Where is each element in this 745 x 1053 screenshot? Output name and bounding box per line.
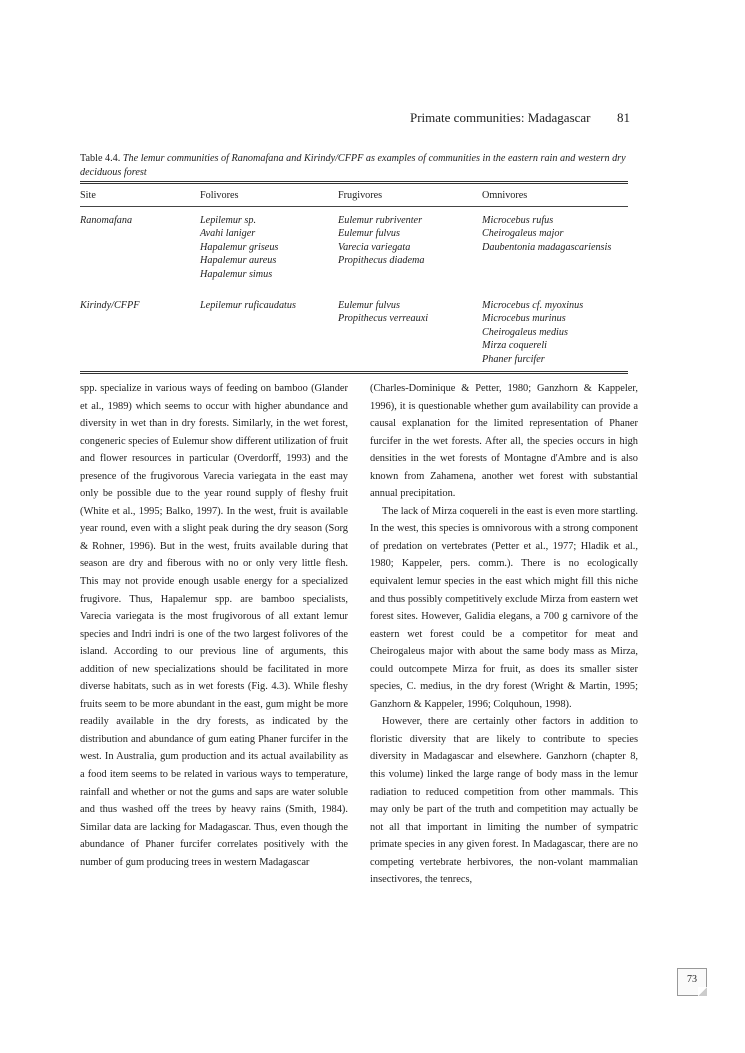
- species-name: Lepilemur sp.: [200, 215, 257, 226]
- left-text-column: [80, 380, 348, 871]
- species-name: Hapalemur aureus: [200, 255, 277, 267]
- running-title: Primate communities: Madagascar: [410, 110, 591, 125]
- species-name: Avahi laniger: [200, 228, 256, 240]
- species-name: Cheirogaleus medius: [482, 326, 568, 338]
- table-caption: [80, 152, 628, 180]
- species-name: Eulemur rubriventer: [338, 215, 423, 226]
- table-label: Table 4.4.: [80, 153, 121, 164]
- species-name: Propithecus verreauxi: [338, 313, 429, 325]
- page-number: 81: [617, 110, 630, 125]
- site-cell: Kirindy/CFPF: [80, 300, 140, 312]
- species-name: Phaner furcifer: [482, 353, 545, 365]
- species-name: Varecia variegata: [338, 241, 411, 253]
- header-omnivores: Omnivores: [482, 190, 528, 201]
- species-name: Eulemur fulvus: [338, 228, 400, 240]
- species-name: Propithecus diadema: [338, 255, 425, 267]
- omnivores-cell: [482, 207, 628, 282]
- running-header: [410, 110, 630, 126]
- table-row: [80, 207, 628, 282]
- omnivores-cell: [482, 281, 628, 373]
- species-name: Eulemur fulvus: [338, 300, 400, 312]
- species-name: Microcebus rufus: [482, 215, 554, 226]
- table-header-row: [80, 183, 628, 207]
- folivores-cell: [200, 281, 338, 373]
- site-cell: Ranomafana: [80, 215, 133, 226]
- body-paragraph: (Charles-Dominique & Petter, 1980; Ganzhorn & Kappeler, 1996), it is questionable whether gum availability can provide a causal explanation for the limited representation of Phaner furcifer in the wet forests. After all, the species occurs in high densities in the wet forests of Montagne d'Ambre and is also known from Zahamena, another wet forest with substantial annual precipitation.: [370, 383, 638, 500]
- body-paragraph: The lack of Mirza coquereli in the east is even more startling. In the west, this species is omnivorous with a strong component of predation on vertebrates (Petter et al., 1977; Hladik et al., 1980; Kappeler, pers. comm.). There is no ecologically equivalent lemur species in the east which might fill this niche and thus possibly competitively exclude Mirza from eastern wet forest sites. However, Galidia elegans, a 700 g carnivore of the eastern wet forest could be a competitor for meat and Cheirogaleus major with about the same body mass as Mirza, could outcompete Mirza for fruit, as does its smaller sister species, C. medius, in the dry forest (Wright & Martin, 1995; Ganzhorn & Kappeler, 1996; Colquhoun, 1998).: [370, 505, 638, 710]
- right-text-column: [370, 380, 638, 889]
- species-name: Cheirogaleus major: [482, 228, 564, 240]
- header-folivores: Folivores: [200, 190, 239, 201]
- species-name: Lepilemur ruficaudatus: [200, 300, 296, 312]
- body-paragraph: However, there are certainly other factors in addition to floristic diversity that are likely to contribute to species diversity in Madagascar and elsewhere. Ganzhorn (chapter 8, this volume) linked the large range of body mass in the lemur radiation to reduced competition from other mammals. This may only be part of the truth and competition may actually be not all that important in limiting the number of sympatric primate species in any given forest. In Madagascar, there are no competing vertebrate herbivores, the non-volant mammalian insectivores, the tenrecs,: [370, 716, 638, 886]
- frugivores-cell: [338, 207, 482, 282]
- table-row: [80, 281, 628, 373]
- page-marker: 73: [677, 968, 707, 996]
- folivores-cell: [200, 207, 338, 282]
- header-site: Site: [80, 190, 96, 201]
- species-name: Hapalemur griseus: [200, 241, 279, 253]
- frugivores-cell: [338, 281, 482, 373]
- species-name: Microcebus murinus: [482, 313, 566, 325]
- species-name: Hapalemur simus: [200, 268, 273, 280]
- species-name: Mirza coquereli: [482, 340, 547, 352]
- body-paragraph: spp. specialize in various ways of feeding on bamboo (Glander et al., 1989) which seems to occur with higher abundance and diversity in wet than in dry forests. Similarly, in the wet forest, congeneric species of Eulemur show different utilization of fruit and flower resources in particular (Overdorff, 1993) and the presence of the frugivorous Varecia variegata in the east may only be possible due to the year round supply of fleshy fruit (White et al., 1995; Balko, 1997). In the west, fruit is available year round, even with a slight peak during the dry season (Sorg & Rohner, 1996). But in the west, fruits available during that season are dry and fiberous with no or only very little flesh. This may not provide enough usable energy for a specialized frugivore. Thus, Hapalemur spp. are bamboo specialists, Varecia variegata is the most frugivorous of all extant lemur species and Indri indri is one of the two largest folivores of the island. According to our previous line of arguments, this addition of new specializations should be facilitated in more diverse habitats, such as in wet forests (Fig. 4.3). While fleshy fruits seem to be more abundant in the east, gum might be more readily available in the dry forests, as indicated by the distribution and abundance of gum eating Phaner furcifer in the west. In Australia, gum production and its actual availability as a food item seems to be related in various ways to temperature, rainfall and whether or not the gums and saps are water soluble and thus washed off the trees by heavy rains (Smith, 1984). Similar data are lacking for Madagascar. Thus, even though the abundance of Phaner furcifer correlates positively with the number of gum producing trees in western Madagascar: [80, 383, 348, 868]
- table-caption-text: The lemur communities of Ranomafana and Kirindy/CFPF as examples of communities in the eastern rain and western dry deciduous forest: [80, 153, 626, 178]
- species-name: Microcebus cf. myoxinus: [482, 300, 584, 312]
- lemur-communities-table: [80, 181, 628, 374]
- species-name: Daubentonia madagascariensis: [482, 241, 612, 253]
- header-frugivores: Frugivores: [338, 190, 383, 201]
